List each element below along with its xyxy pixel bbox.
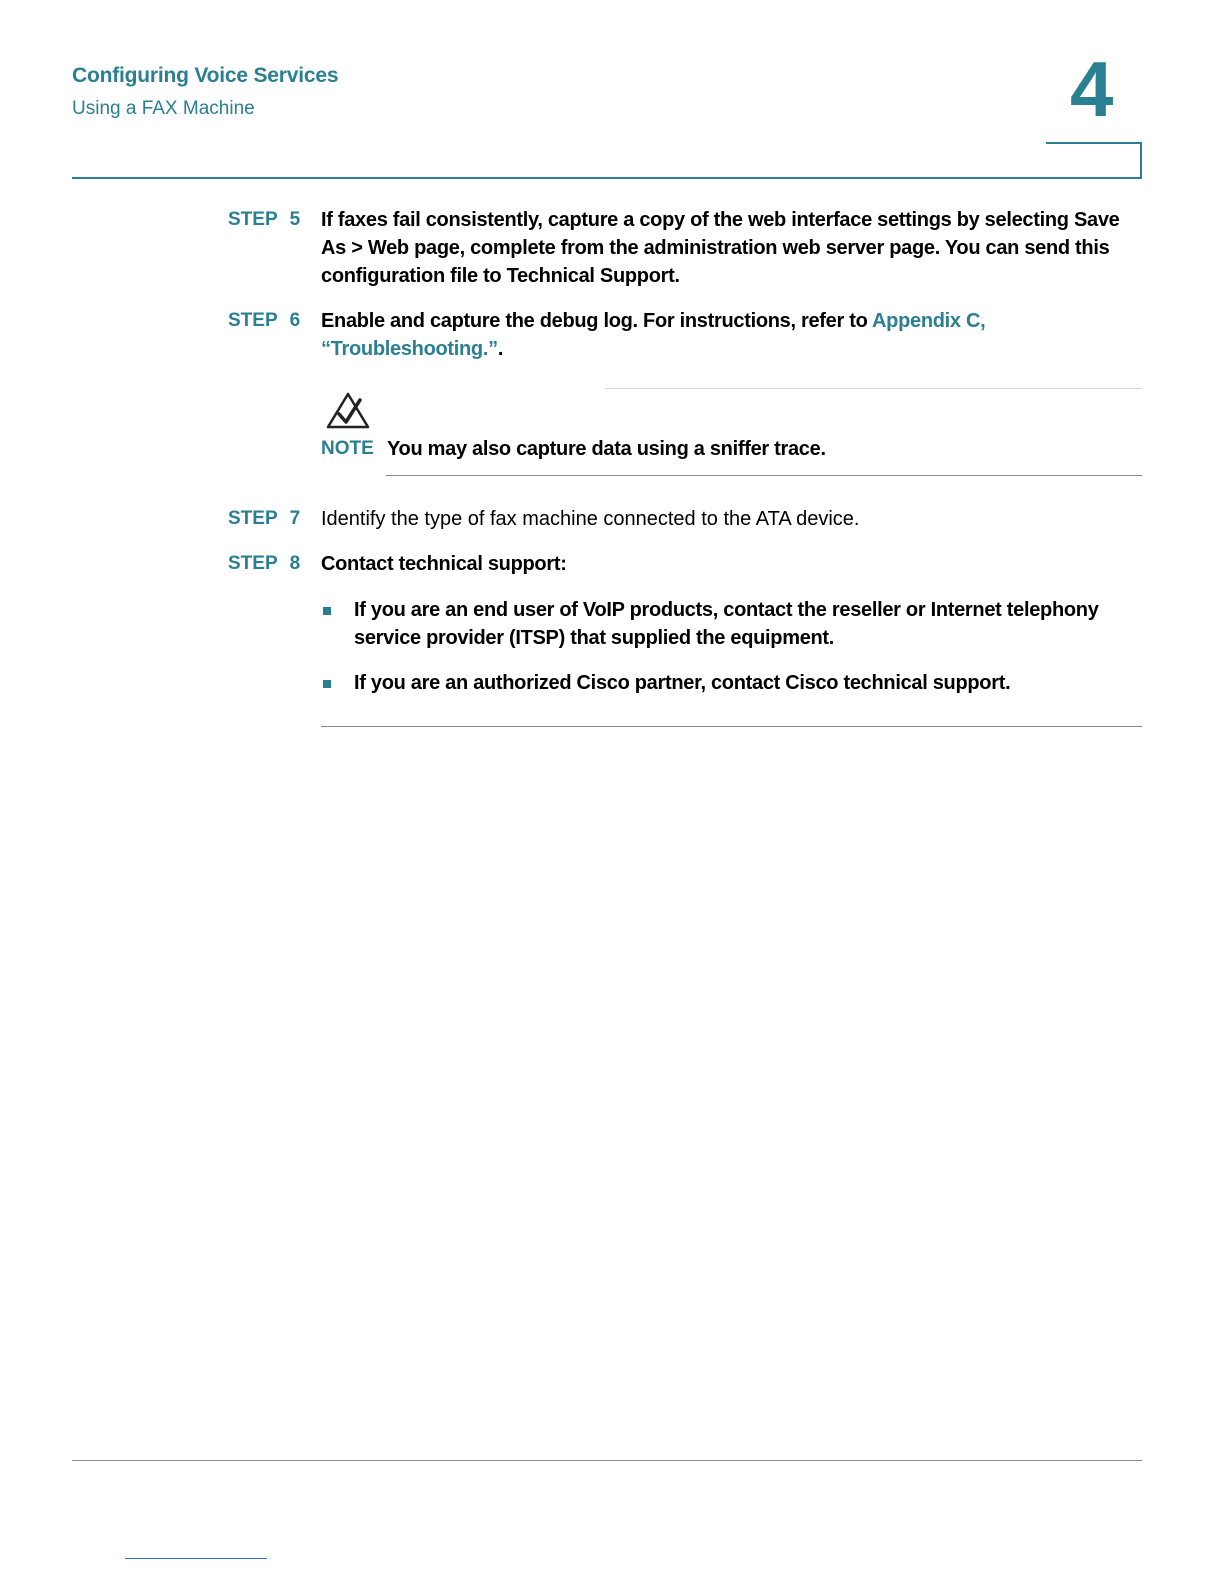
chapter-number: 4 — [1070, 45, 1114, 133]
step-6-text — [321, 307, 1142, 363]
section-title: Using a FAX Machine — [72, 98, 255, 119]
footer-rule — [72, 1460, 1142, 1461]
step-number: 7 — [289, 508, 301, 529]
list-item-text: If you are an authorized Cisco partner, contact Cisco technical support. — [354, 672, 1011, 694]
step-label-text: STEP — [228, 209, 278, 230]
web-page-complete-option: Web page, complete — [367, 237, 556, 259]
chapter-title: Configuring Voice Services — [72, 64, 339, 87]
note-label: NOTE — [321, 438, 374, 459]
step-7 — [228, 505, 1142, 533]
list-item — [321, 669, 1121, 697]
step-6 — [228, 307, 1142, 363]
step-5-text-part: from the administration web server page. You can send this configuration file to Technical Support. — [321, 237, 1110, 287]
step-6-text-part: Enable and capture the debug log. For instructions, refer to — [321, 310, 873, 332]
step-8-label — [228, 553, 300, 575]
list-item — [321, 596, 1121, 652]
header-rule — [72, 177, 1142, 179]
step-8-text: Contact technical support: — [321, 553, 567, 575]
step-5 — [228, 206, 1142, 290]
step-8 — [228, 550, 1142, 578]
step-label-text: STEP — [228, 310, 278, 331]
step-number: 5 — [289, 209, 301, 230]
step-5-text-part: If faxes fail consistently, capture a copy of the web interface settings by selecting — [321, 209, 1074, 231]
bullet-square-icon — [323, 680, 331, 688]
note-bottom-rule — [386, 475, 1142, 476]
appendix-c-link[interactable]: Appendix C, “Troubleshooting.” — [321, 310, 986, 360]
checkmark-note-icon — [326, 392, 370, 430]
step-label-text: STEP — [228, 553, 278, 574]
step-5-text — [321, 206, 1142, 290]
step-number: 6 — [289, 310, 301, 331]
step-label-text: STEP — [228, 508, 278, 529]
step-number: 8 — [289, 553, 301, 574]
step-6-label — [228, 310, 300, 332]
list-item-text: If you are an end user of VoIP products, contact the reseller or Internet telephony service provider (ITSP) that supplied the equipment. — [354, 599, 1099, 649]
bullet-square-icon — [323, 607, 331, 615]
note-top-rule — [605, 388, 1142, 389]
step-7-text: Identify the type of fax machine connected to the ATA device. — [321, 508, 860, 530]
note-text: You may also capture data using a sniffer trace. — [387, 438, 826, 460]
step-5-label — [228, 209, 300, 231]
footer-link-underline — [125, 1558, 267, 1559]
chapter-number-box — [1046, 142, 1142, 179]
step-7-label — [228, 508, 300, 530]
step-6-text-part: . — [497, 338, 504, 360]
save-as-menu-path: Save As — [321, 209, 1120, 259]
steps-end-rule — [321, 726, 1142, 727]
menu-separator: > — [345, 237, 368, 259]
